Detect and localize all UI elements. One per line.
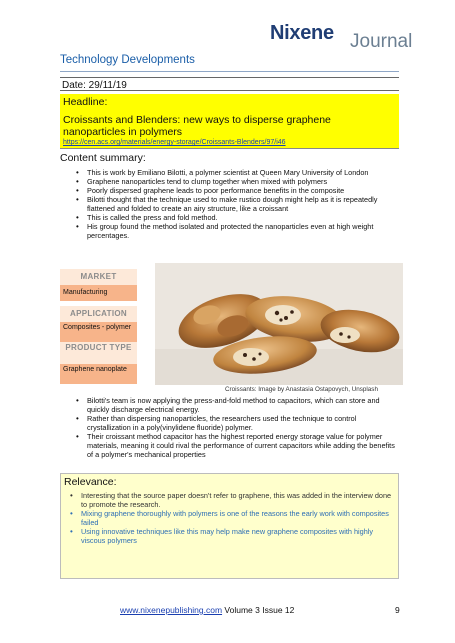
list-item: • This is called the press and fold method.: [73, 213, 393, 222]
product-type-value: Graphene nanoplate: [60, 364, 137, 384]
market-label: MARKET: [60, 269, 137, 285]
list-item: • Poorly dispersed graphene leads to poor performance benefits in the composite: [73, 186, 393, 195]
photo-caption: Croissants: Image by Anastasia Ostapovych, Unsplash: [225, 386, 378, 393]
headline-box: [60, 94, 399, 149]
content-summary-label: Content summary:: [60, 152, 146, 164]
product-type-label: PRODUCT TYPE: [60, 342, 137, 364]
list-item: • Bilotti's team is now applying the press-and-fold method to capacitors, which can store and quickly discharge electrical energy.: [73, 396, 395, 414]
relevance-box: [60, 473, 399, 579]
headline-label: Headline:: [63, 96, 108, 108]
footer: [120, 605, 294, 615]
content-summary-list: [73, 168, 393, 240]
list-item: • This is work by Emiliano Bilotti, a polymer scientist at Queen Mary University of London: [73, 168, 393, 177]
list-item: • Mixing graphene thoroughly with polymers is one of the reasons the early work with composites failed: [67, 509, 393, 527]
application-value: Composites - polymer: [60, 322, 137, 342]
source-link[interactable]: https://cen.acs.org/materials/energy-storage/Croissants-Blenders/97/i46: [63, 139, 286, 146]
list-item: • Graphene nanoparticles tend to clump together when mixed with polymers: [73, 177, 393, 186]
application-label: APPLICATION: [60, 306, 137, 322]
page-number: 9: [395, 605, 400, 615]
croissants-illustration: [155, 263, 403, 385]
relevance-list: [67, 491, 393, 545]
section-title: Technology Developments: [60, 54, 195, 66]
details-list: [73, 396, 395, 459]
nixene-journal-logo: [270, 22, 440, 52]
issue-label: Volume 3 Issue 12: [222, 605, 295, 615]
list-item: • Rather than dispersing nanoparticles, the researchers used the technique to control crystallization in a poly(vinylidene fluoride) polymer.: [73, 414, 395, 432]
publisher-link[interactable]: www.nixenepublishing.com: [120, 605, 223, 615]
croissants-photo: [155, 263, 403, 385]
headline-title: Croissants and Blenders: new ways to disperse graphene nanoparticles in polymers: [63, 114, 331, 138]
logo-secondary: Journal: [350, 31, 413, 52]
header-divider: [60, 71, 399, 72]
classification-panel: [60, 269, 137, 384]
list-item: • Bilotti thought that the technique used to make rustico dough might help as it is repeatedly flattened and folded to create an airy structure, like a croissant: [73, 195, 393, 213]
list-item: • Using innovative techniques like this may help make new graphene composites with highly viscous polymers: [67, 527, 393, 545]
list-item: • His group found the method isolated and protected the nanoparticles even at high weight percentages.: [73, 222, 393, 240]
date-row: Date: 29/11/19: [60, 77, 399, 91]
list-item: • Interesting that the source paper doesn't refer to graphene, this was added in the interview done to promote the research.: [67, 491, 393, 509]
list-item: • Their croissant method capacitor has the highest reported energy storage value for polymer materials, meaning it could rival the performance of current capacitors while adding the benefits of a polymer's mechanical properties: [73, 432, 395, 459]
market-value: Manufacturing: [60, 285, 137, 301]
logo-primary: Nixene: [270, 22, 334, 44]
relevance-label: Relevance:: [64, 476, 117, 488]
